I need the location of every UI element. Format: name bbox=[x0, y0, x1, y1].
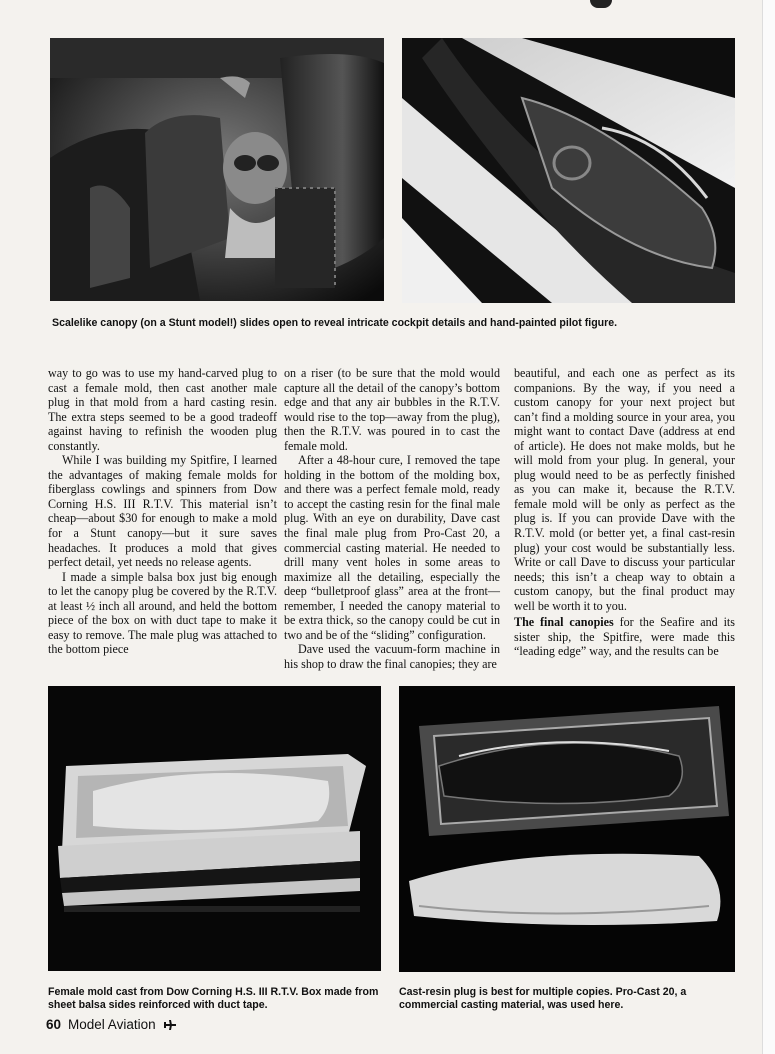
bottom-right-caption: Cast-resin plug is best for multiple copies. Pro-Cast 20, a commercial casting material, was used here. bbox=[399, 986, 687, 1011]
paragraph: on a riser (to be sure that the mold would capture all the detail of the canopy’s bottom edge and that any air bubbles in the R.T.V. would rise to the top—away from the plug), then the R.T.V. was poured in to cast the female mold. bbox=[284, 366, 500, 453]
final-paragraph bbox=[514, 615, 735, 659]
photo-cockpit-pilot bbox=[50, 38, 384, 301]
paragraph: way to go was to use my hand-carved plug to cast a female mold, then cast another male plug in that mold from a hard casting resin. The extra steps seemed to be a good tradeoff against having to refinish the wooden plug constantly. bbox=[48, 366, 277, 453]
photo-female-mold bbox=[48, 686, 381, 971]
magazine-name: Model Aviation bbox=[68, 1017, 156, 1032]
text-column-1 bbox=[48, 366, 277, 657]
paragraph: beautiful, and each one as perfect as its companions. By the way, if you need a custom canopy for your next project but can’t find a molding source in your area, you might want to contact Dave (address at end of article). He does not make molds, but he will mold from your plug. In general, your plug would need to be as perfectly finished as you can make it, because the R.T.V. female mold will be only as perfect as the plug is. If you can provide Dave with the R.T.V. mold (or better yet, a final cast-resin plug) your cost would be substantially less. Write or call Dave to discuss your particular needs; this isn’t a cheap way to obtain a custom canopy, but the final product may well be worth it to you. bbox=[514, 366, 735, 613]
airplane-icon bbox=[163, 1019, 177, 1031]
photo-cast-resin-plug bbox=[399, 686, 735, 972]
corner-blot bbox=[590, 0, 612, 8]
run-in-heading: The final canopies bbox=[514, 615, 614, 630]
text-column-2 bbox=[284, 366, 500, 671]
text-column-3 bbox=[514, 366, 735, 659]
paragraph: I made a simple balsa box just big enough to let the canopy plug be covered by the R.T.V. at least ½ inch all around, and held the bottom piece of the box on with duct tape to make it easy to remove. The male plug was attached to the bottom piece bbox=[48, 569, 277, 657]
photo-canopy-fuselage bbox=[402, 38, 735, 303]
top-caption: Scalelike canopy (on a Stunt model!) slides open to reveal intricate cockpit details and hand-painted pilot figure. bbox=[52, 317, 618, 329]
bottom-left-caption: Female mold cast from Dow Corning H.S. III R.T.V. Box made from sheet balsa sides reinforced with duct tape. bbox=[48, 986, 379, 1011]
page-number: 60 bbox=[46, 1017, 62, 1032]
paragraph: While I was building my Spitfire, I learned the advantages of making female molds for fiberglass cowlings and spinners from Dow Corning H.S. III R.T.V. This material isn’t cheap—about $30 for enough to make a mold for a Stunt canopy—but it sure saves headaches. It produces a mold that gives perfect detail, yet needs no release agents. bbox=[48, 453, 277, 570]
page-edge bbox=[762, 0, 775, 1054]
paragraph: After a 48-hour cure, I removed the tape holding in the bottom of the molding box, and there was a perfect female mold, ready to accept the casting resin for the final male plug. With an eye on durability, Dave cast the final male plug from Pro-Cast 20, a commercial casting material. He needed to drill many vent holes in some areas to maximize all the detailing, especially the deep “bulletproof glass” area at the front—remember, I needed the canopy material to be extra thick, so the canopy could be cut in two and be of the “sliding” configuration. bbox=[284, 453, 500, 642]
paragraph: Dave used the vacuum-form machine in his shop to draw the final canopies; they are bbox=[284, 642, 500, 671]
paragraph-text: for the Seafire and its sister ship, the Spitfire, were made this “leading edge” way, and the results can be bbox=[514, 615, 735, 659]
folio bbox=[46, 1017, 177, 1032]
